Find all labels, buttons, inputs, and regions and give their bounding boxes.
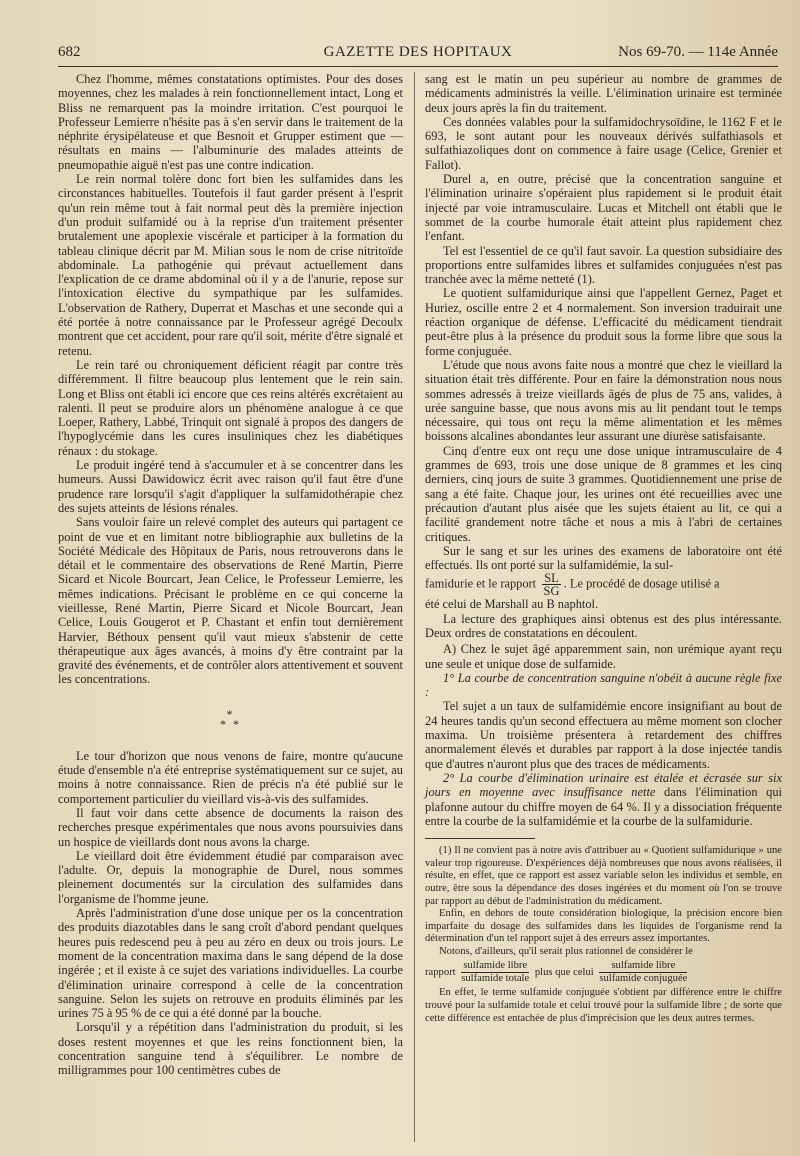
fraction-numerator: sulfamide libre xyxy=(461,960,529,973)
paragraph: Le tour d'horizon que nous venons de faire, montre qu'aucune étude d'ensemble n'a été entreprise systématiquement sur ce sujet, au moins à notre connaissance. Rien de précis n'a été publié sur le comportement particulier du vieillard vis-à-vis des sulfamides. xyxy=(58,748,403,806)
footnote-paragraph: Notons, d'ailleurs, qu'il serait plus rationnel de considérer le xyxy=(439,945,693,957)
paragraph: Tel sujet a un taux de sulfamidémie encore insignifiant au bout de 24 heures tandis qu'un second effectuera au même moment son clocher maxima. Un troisième présentera à retardement des chiffres anormalement élevés et durables par rapport à la dose injectée tandis que d'autres n'auront plus que des traces de médicaments. xyxy=(425,699,782,771)
paragraph: Il faut voir dans cette absence de documents la raison des recherches presque expérimentales que nous avons poursuivies dans un hospice de vieillards dont nous avons la charge. xyxy=(58,805,403,849)
footnote-paragraph: (1) Il ne convient pas à notre avis d'attribuer au « Quotient sulfamidurique » une valeur trop rigoureuse. D'expériences déjà nombreuses que nous avons réalisées, il résulte, en effet, que ce rapport est assez variable selon les individus et semble, en outre, être sous la dépendance des doses ingérées et du moment où l'on se trouve par rapport au début de l'administration du médicament. xyxy=(425,845,782,907)
paragraph: Ces données valables pour la sulfamidochrysoïdine, le 1162 F et le 693, le sont autant pour les nouveaux dérivés sulfathiasols et sulfathiazoliques dont on commence à faire usage (Celice, Grenier et Fallot). xyxy=(425,114,782,172)
formula-line xyxy=(425,572,782,597)
paragraph: Le rein normal tolère donc fort bien les sulfamides dans les circonstances habituelles. Toutefois il faut garder présent à l'esprit qu'un rein même tout à fait normal peut dès la première injection d'un produit sulfamidé ou à la reprise d'un traitement présenter brutalement une apoplexie viscérale et participer à la formation du tableau clinique décrit par M. Milian sous le nom de crise nitritoïde abdominale. La pathogénie qui prévaut actuellement dans l'explication de ce drame abdominal où il y a de l'anurie, repose sur l'intoxication élective du sympathique par les sulfamides. L'observation de Rathery, Duperrat et Maschas et une seconde qui a été portée à notre connaissance par le Professeur agrégé Decoulx montrent que cet accident, pour rare qu'il soit, mérite d'être signalé et retenu. xyxy=(58,172,403,358)
fraction-denominator: sulfamide conjuguée xyxy=(599,973,688,985)
fraction-denominator: sulfamide totale xyxy=(461,973,530,985)
paragraph: sang est le matin un peu supérieur au nombre de grammes de médicaments administrés la veille. L'élimination urinaire est terminée deux jours après la fin du traitement. xyxy=(425,72,782,115)
paragraph: Le produit ingéré tend à s'accumuler et à se concentrer dans les humeurs. Aussi Dawidowicz écrit avec raison qu'il faut être d'une prudence rare lorsqu'il s'agit d'appliquer la sulfamidothérapie chez des sujets atteints de lésions rénales. xyxy=(58,458,403,515)
fraction-numerator: SL xyxy=(544,571,559,586)
fraction-numerator: sulfamide libre xyxy=(599,960,687,973)
paragraph: Lorsqu'il y a répétition dans l'administration du produit, si les doses restent moyennes et que les reins fonctionnent bien, la concentration sanguine tend à s'équilibrer. Le nombre de milligrammes pour 100 centimètres cubes de xyxy=(58,1020,403,1078)
paragraph: L'étude que nous avons faite nous a montré que chez le vieillard la situation était très différente. Pour en faire la démonstration nous nous sommes adressés à treize vieillards âgés de plus de 75 ans, valides, à urée sanguine basse, que nous avons mis au lit pendant tout le temps nécessaire, qui tous ont reçu la même alimentation et les mêmes boissons alcalines abondantes leur assurant une diurèse satisfaisante. xyxy=(425,357,782,444)
issue-label: Nos 69-70. — 114e Année xyxy=(618,44,778,60)
formula-text-after: . Le procédé de dosage utilisé a xyxy=(563,576,720,591)
case-a-item2 xyxy=(425,771,782,828)
footnote-formula xyxy=(425,960,782,985)
formula-word: rapport xyxy=(425,967,456,979)
ratio-fraction xyxy=(542,572,560,597)
paragraph: La lecture des graphiques ainsi obtenus est des plus intéressante. Deux ordres de constatations en découlent. xyxy=(425,611,782,640)
paragraph: Le vieillard doit être évidemment étudié par comparaison avec l'adulte. Or, depuis la monographie de Durel, nous sommes pleinement documentés sur la circulation des sulfamides dans l'organisme de l'homme jeune. xyxy=(58,848,403,906)
paragraph: Tel est l'essentiel de ce qu'il faut savoir. La question subsidiaire des proportions entre sulfamides libres et sulfamides conjuguées n'est pas tranchée avec la même netteté (1). xyxy=(425,243,782,287)
paragraph: Le quotient sulfamidurique ainsi que l'appellent Gernez, Paget et Huriez, oscille entre 2 et 4 normalement. Son inversion traduirait une réaction organique de défense. L'efficacité du médicament tiendrait peut-être plus à la présence du produit sous la forme libre que sous la forme conjuguée. xyxy=(425,286,782,358)
item1-title: 1° La courbe de concentration sanguine n'obéit à aucune règle fixe : xyxy=(425,670,782,700)
paragraph: été celui de Marshall au B naphtol. xyxy=(425,597,599,612)
fraction-denominator: SG xyxy=(543,584,560,599)
case-a-intro: A) Chez le sujet âgé apparemment sain, non urémique ayant reçu une seule et unique dose de sulfamide. xyxy=(425,642,782,671)
page-number: 682 xyxy=(58,44,81,60)
fraction-free-total xyxy=(461,960,529,985)
footnote-paragraph: En effet, le terme sulfamide conjuguée s'obtient par différence entre le chiffre trouvé pour la sulfamide totale et celui trouvé pour la sulfamide libre ; de sorte que cette différence est entachée de plus d'imprécision que les deux autres termes. xyxy=(425,987,782,1024)
paragraph: Le rein taré ou chroniquement déficient réagit par contre très différemment. Il filtre beaucoup plus lentement que le rein sain. Long et Bliss ont établi ici encore que ces reins altérés excrétaient au ralenti. Il peut se produire alors un phénomène analogue à ce que Loeper, Rathery, Labbé, Trinquit ont signalé à propos des dangers de l'hypoglycémie dans les cures insuliniques chez les diabétiques rénaux : du stokage. xyxy=(58,357,403,458)
formula-text-before: famidurie et le rapport xyxy=(425,576,537,591)
left-column xyxy=(58,72,403,1078)
footnote-rule xyxy=(425,838,535,839)
item2-title: 2° La courbe d'élimination urinaire est étalée et écrasée sur six jours en moyenne avec insuffisance nette xyxy=(425,770,782,800)
header-rule xyxy=(58,66,778,67)
footnote-paragraph: Enfin, en dehors de toute considération biologique, la précision encore bien imparfaite du dosage des sulfamides dans les liquides de l'organisme rend la détermination d'un tel rapport sujet à des erreurs assez importantes. xyxy=(425,908,782,945)
footnote xyxy=(425,845,782,1025)
right-column xyxy=(425,72,782,1025)
fraction-free-conjugated xyxy=(599,960,687,985)
paragraph: Cinq d'entre eux ont reçu une dose unique intramusculaire de 4 grammes de 693, trois une dose unique de 8 grammes et les cinq derniers, cinq jours de suite 3 grammes. Quotidiennement une prise de sang a été faite. Chaque jour, les urines ont été recueillies avec une précaution d'autant plus aisée que les sujets étaient au lit, ce qui a facilité grandement notre tâche et nous a mis à l'abri de certaines critiques. xyxy=(425,443,782,544)
section-break: * * * xyxy=(220,706,241,731)
paragraph: Après l'administration d'une dose unique per os la concentration des produits diazotables dans le sang croît d'abord pendant quelques heures puis redescend peu à peu au zéro en deux ou trois jours. Le moment de la concentration maxima dans le sang dépend de la dose ingérée ; et il existe à ce sujet des variations individuelles. La courbe d'élimination urinaire correspond à celle de la concentration sanguine. Selon les sujets on retrouve en produits éliminés par les urines 75 à 95 % de ce qui a été donné par la bouche. xyxy=(58,906,403,1021)
item2-text: dans l'élimination qui plafonne autour du chiffre moyen de 64 %. Il y a dissociation fréquente entre la courbe de la sulfamidémie et la courbe de la sulfamidurie. xyxy=(425,785,782,828)
paragraph: Sur le sang et sur les urines des examens de laboratoire ont été effectués. Ils ont porté sur la sulfamidémie, la sul- xyxy=(425,543,782,573)
paragraph: Chez l'homme, mêmes constatations optimistes. Pour des doses moyennes, chez les malades à rein fonctionnellement intact, Long et Bliss ne remarquent pas la moindre irritation. C'est pourquoi le Professeur Lemierre n'hésite pas à s'en servir dans le traitement de la néphrite érysipélateuse et que Besnoit et Grupper estiment que — résultats en mains — l'albuminurie des malades atteints de pneumopathie aiguë n'est pas une contre indication. xyxy=(58,72,403,172)
formula-mid: plus que celui xyxy=(534,967,594,979)
case-a-item1 xyxy=(425,671,782,700)
running-header xyxy=(58,44,778,66)
paragraph: Sans vouloir faire un relevé complet des auteurs qui partagent ce point de vue et en limitant notre bibliographie aux bulletins de la Société Médicale des Hôpitaux de Paris, nous retrouverons dans le détail et le commentaire des observations de René Martin, Pierre Sicard et Nicole Bourcart, Jean Celice, le Professeur Lemierre, les mêmes indications. Précisant le problème en ce qui concerne la vieillesse, René Martin, Pierre Sicard et Nicole Bourcart, Jean Celice, Louis Gougerot et P. Chastant et enfin tout dernièrement Harvier, Béthoux pensent qu'il vaut mieux s'abstenir de cette thérapeutique aux âges avancés, à moins d'y être contraint par la gravité des événements, et de contrôler alors attentivement et souvent les concentrations. xyxy=(58,515,403,687)
paragraph: Durel a, en outre, précisé que la concentration sanguine et l'élimination urinaire s'opéraient plus rapidement si le produit était injecté par voie intramusculaire. Lucas et Mitchell ont établi que le sommet de la courbe humorale était atteint plus rapidement chez l'enfant. xyxy=(425,172,782,244)
journal-title: GAZETTE DES HOPITAUX xyxy=(323,44,513,60)
column-divider xyxy=(414,72,415,1142)
